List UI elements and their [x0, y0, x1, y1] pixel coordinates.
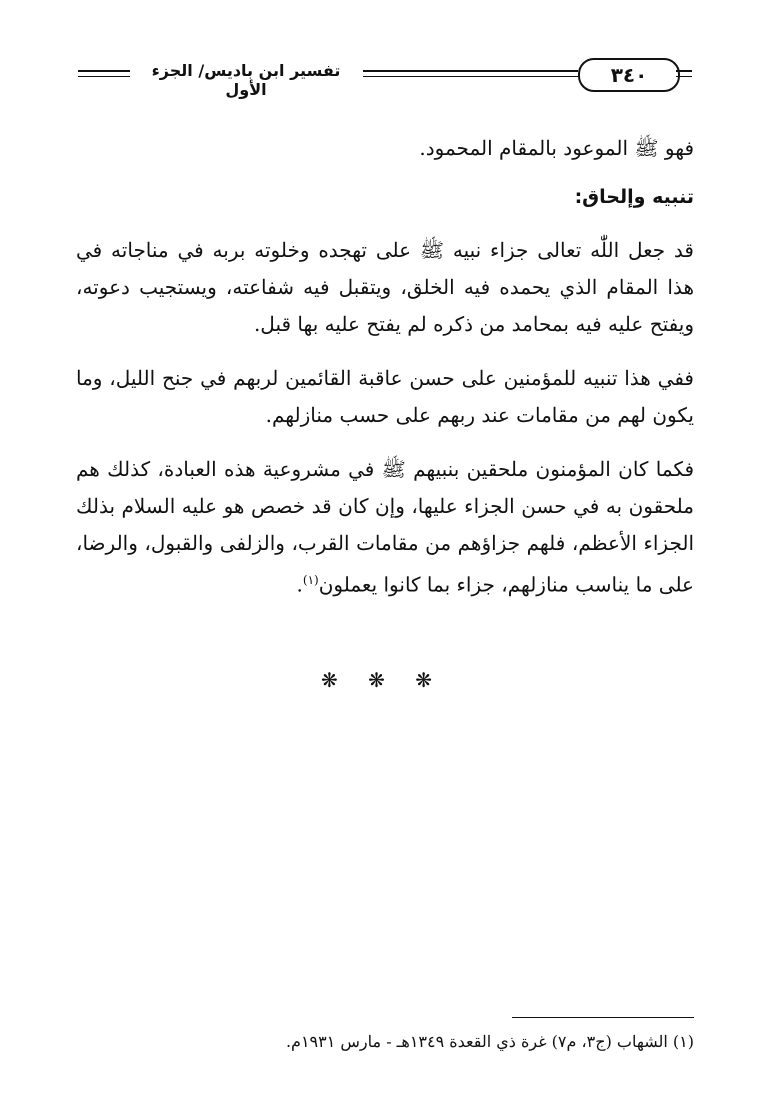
- paragraph-4: [76, 451, 694, 604]
- section-separator: ❋ ❋ ❋: [321, 668, 444, 692]
- header-rule-left-top: [78, 70, 130, 72]
- header-rule-middle-bottom: [363, 76, 578, 77]
- running-title: تفسير ابن باديس/ الجزء الأول: [151, 61, 341, 99]
- header-rule-right-bottom: [676, 76, 692, 77]
- page-number: ٣٤٠: [578, 58, 680, 92]
- section-heading: تنبيه وإلحاق:: [574, 186, 694, 208]
- header-rule-left-bottom: [78, 76, 130, 77]
- footnote: (١) الشهاب (ج٣، م٧) غرة ذي القعدة ١٣٤٩هـ - مارس ١٩٣١م.: [285, 1032, 694, 1051]
- paragraph-2: قد جعل اللّٰه تعالى جزاء نبيه ﷺ على تهجده وخلوته بربه في مناجاته في هذا المقام الذي يحمده فيه الخلق، ويتقبل فيه شفاعته، ويستجيب دعوته، ويفتح عليه فيه بمحامد من ذكره لم يفتح عليه بها قبل.: [76, 238, 694, 336]
- main-text: [76, 130, 694, 621]
- footnote-rule: [512, 1017, 694, 1018]
- header-rule-middle-top: [363, 70, 578, 72]
- page-header: [78, 58, 692, 99]
- footnote-ref: (١): [302, 573, 319, 587]
- paragraph-3: ففي هذا تنبيه للمؤمنين على حسن عاقبة القائمين لربهم في جنح الليل، وما يكون لهم من مقامات عند ربهم على حسب منازلهم.: [76, 366, 694, 427]
- paragraph-4-text: فكما كان المؤمنون ملحقين بنبيهم ﷺ في مشروعية هذه العبادة، كذلك هم ملحقون به في حسن الجزاء عليها، وإن كان قد خصص هو عليه السلام بذلك الجزاء الأعظم، فلهم جزاؤهم من مقامات القرب، والزلفى والقبول، والرضا، على ما يناسب منازلهم، جزاء بما كانوا يعملون: [76, 457, 695, 597]
- header-rule-right-top: [676, 70, 692, 72]
- paragraph-4-end: .: [296, 572, 303, 597]
- paragraph-1: فهو ﷺ الموعود بالمقام المحمود.: [419, 136, 694, 160]
